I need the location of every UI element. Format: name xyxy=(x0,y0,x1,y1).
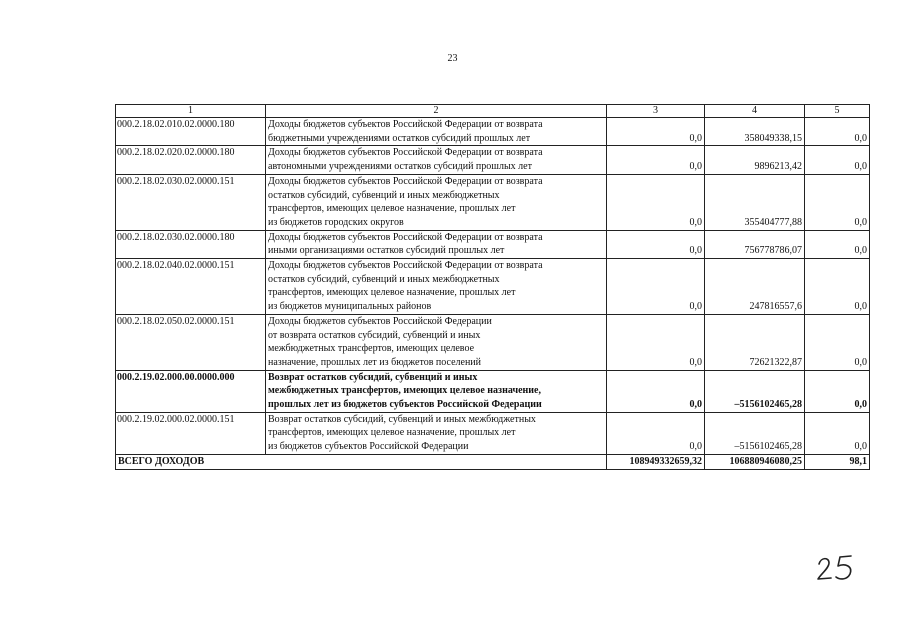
value-col-4: 358049338,15 xyxy=(705,118,805,146)
budget-code: 000.2.18.02.040.02.0000.151 xyxy=(116,259,266,315)
revenue-description: Доходы бюджетов субъектов Российской Федерации от возврата бюджетными учреждениями остатков субсидий прошлых лет xyxy=(266,118,607,146)
value-col-3: 0,0 xyxy=(607,174,705,230)
value-col-4: 9896213,42 xyxy=(705,146,805,174)
value-col-5: 0,0 xyxy=(805,174,870,230)
value-col-3: 0,0 xyxy=(607,230,705,258)
value-col-5: 0,0 xyxy=(805,230,870,258)
value-col-5: 0,0 xyxy=(805,118,870,146)
revenue-description: Доходы бюджетов субъектов Российской Федерации от возврата иными организациями остатков субсидий прошлых лет xyxy=(266,230,607,258)
revenue-description: Доходы бюджетов субъектов Российской Федерации от возврата остатков субсидий, субвенций и иных межбюджетных трансфертов, имеющих целевое назначение, прошлых лет из бюджетов городских округов xyxy=(266,174,607,230)
table-row xyxy=(116,230,870,258)
revenue-description: Доходы бюджетов субъектов Российской Федерации от возврата остатков субсидий, субвенций и иных межбюджетных трансфертов, имеющих целевое назначение, прошлых лет из бюджетов поселений xyxy=(266,314,607,370)
page-number: 23 xyxy=(447,53,458,64)
value-col-5: 0,0 xyxy=(805,259,870,315)
value-col-4: 756778786,07 xyxy=(705,230,805,258)
value-col-4: 355404777,88 xyxy=(705,174,805,230)
table-row xyxy=(116,118,870,146)
handwritten-page-number xyxy=(815,552,859,584)
value-col-4: –5156102465,28 xyxy=(705,370,805,412)
value-col-3: 0,0 xyxy=(607,370,705,412)
value-col-4: 72621322,87 xyxy=(705,314,805,370)
table-row xyxy=(116,314,870,370)
revenue-description: Доходы бюджетов субъектов Российской Федерации от возврата остатков субсидий, субвенций и иных межбюджетных трансфертов, имеющих целевое назначение, прошлых лет из бюджетов муниципальных районов xyxy=(266,259,607,315)
budget-code: 000.2.18.02.020.02.0000.180 xyxy=(116,146,266,174)
value-col-3: 0,0 xyxy=(607,314,705,370)
value-col-4: 247816557,6 xyxy=(705,259,805,315)
revenue-description: Возврат остатков субсидий, субвенций и иных межбюджетных трансфертов, имеющих целевое назначение, прошлых лет из бюджетов субъектов Российской Федерации xyxy=(266,412,607,454)
value-col-3: 0,0 xyxy=(607,118,705,146)
value-col-5: 0,0 xyxy=(805,146,870,174)
revenue-description: Доходы бюджетов субъектов Российской Федерации от возврата автономными учреждениями остатков субсидий прошлых лет xyxy=(266,146,607,174)
header-col-1: 1 xyxy=(116,105,266,118)
total-col-4: 106880946080,25 xyxy=(705,454,805,469)
total-row xyxy=(116,454,870,469)
budget-code: 000.2.18.02.010.02.0000.180 xyxy=(116,118,266,146)
value-col-5: 0,0 xyxy=(805,412,870,454)
table-row xyxy=(116,259,870,315)
revenue-table xyxy=(115,104,870,470)
value-col-3: 0,0 xyxy=(607,259,705,315)
header-col-2: 2 xyxy=(266,105,607,118)
budget-code: 000.2.19.02.000.02.0000.151 xyxy=(116,412,266,454)
table-header-row xyxy=(116,105,870,118)
budget-code: 000.2.19.02.000.00.0000.000 xyxy=(116,370,266,412)
header-col-3: 3 xyxy=(607,105,705,118)
budget-code: 000.2.18.02.050.02.0000.151 xyxy=(116,314,266,370)
budget-code: 000.2.18.02.030.02.0000.180 xyxy=(116,230,266,258)
total-col-3: 108949332659,32 xyxy=(607,454,705,469)
total-col-5: 98,1 xyxy=(805,454,870,469)
header-col-5: 5 xyxy=(805,105,870,118)
value-col-3: 0,0 xyxy=(607,412,705,454)
total-label: ВСЕГО ДОХОДОВ xyxy=(116,454,607,469)
header-col-4: 4 xyxy=(705,105,805,118)
table-row xyxy=(116,412,870,454)
budget-code: 000.2.18.02.030.02.0000.151 xyxy=(116,174,266,230)
value-col-5: 0,0 xyxy=(805,370,870,412)
table-row xyxy=(116,146,870,174)
revenue-description: Возврат остатков субсидий, субвенций и иных межбюджетных трансфертов, имеющих целевое назначение, прошлых лет из бюджетов субъектов Российской Федерации xyxy=(266,370,607,412)
value-col-5: 0,0 xyxy=(805,314,870,370)
table-row xyxy=(116,174,870,230)
table-row xyxy=(116,370,870,412)
value-col-3: 0,0 xyxy=(607,146,705,174)
value-col-4: –5156102465,28 xyxy=(705,412,805,454)
